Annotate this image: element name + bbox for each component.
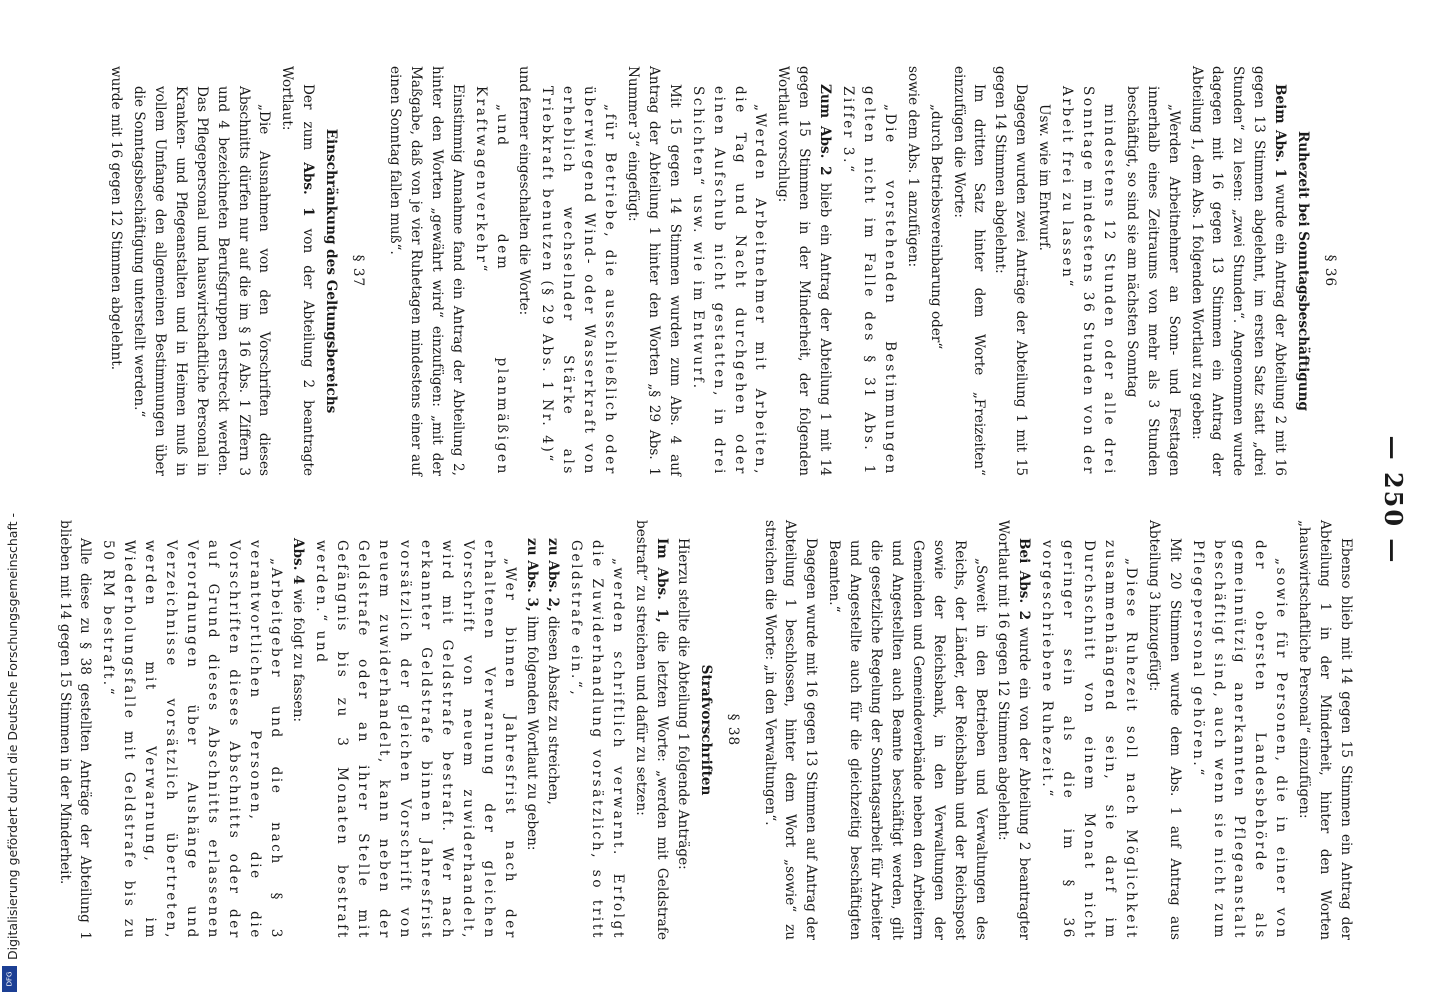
paragraph: diesen Absatz zu streichen, <box>545 616 562 805</box>
paragraph: blieb ein Antrag der Abteilung 1 mit 14 gegen 15 Stimmen in der Minderheit, der folgenden Wortlaut vorschlug: <box>775 66 834 477</box>
paragraph: die letzten Worte: „werden mit Geldstrafe bestraft“ zu streichen und dafür zu setzen: <box>633 520 670 940</box>
para-bold: Abs. 1 <box>300 162 317 217</box>
quote-spaced: „werden schriftlich verwarnt. Erfolgt die Zuwiderhandlung vorsätzlich, so tritt Geldstrafe ein.“, <box>568 540 627 940</box>
paragraph: und ferner eingeschalten die Worte: <box>516 66 533 316</box>
quote-spaced: „Arbeitgeber und die nach § 3 verantwortlichen Personen, die die Vorschriften dieses Abschnitts oder der auf Grund dieses Abschnitts erlassenen Verordnungen über Aushänge und Verzeichnisse vorsätzlich übertreten, werden mit Verwarnung, im Wiederholungsfalle mit Geldstrafe bis zu 50 RM bestraft.“ <box>100 540 284 940</box>
page-number-value: 250 <box>1379 471 1408 529</box>
quote: „Soweit in den Betrieben und Verwaltungen des Reichs, der Länder, der Reichsbahn und der Reichspost sowie der Reichsbank, in den Verwaltungen der Gemeinden und Gemeindeverbände neben den Arbeitern und Angestellten auch Beamte beschäftigt werden, gilt die gesetzliche Regelung der Sonntagsarbeit für Arbeiter und Angestellte auch für die gleichzeitig beschäftigten Beamten.“ <box>826 540 989 940</box>
paragraph: ihm folgenden Wortlaut zu geben: <box>524 616 541 851</box>
dfg-credit-text: Digitalisierung gefördert durch die Deutsche Forschungsgemeinschaft - <box>5 512 20 960</box>
para-bold: zu Abs. 2, <box>545 538 562 612</box>
dfg-credit-strip <box>0 0 28 1000</box>
para-bold: Bei Abs. 2 <box>1016 538 1033 621</box>
paragraph: Hierzu stellte die Abteilung 1 folgende Anträge: <box>674 538 691 870</box>
quote-spaced: „sowie für Personen, die in einer von der obersten Landesbehörde als gemeinnützig anerkannten Pflegeanstalt beschäftigt sind, auch wenn sie nicht zum Pflegepersonal gehören.“ <box>1189 540 1290 940</box>
paragraph: wurde mit 16 gegen 12 Stimmen abgelehnt. <box>108 66 125 371</box>
para-bold: Beim Abs. 1 <box>1272 84 1289 179</box>
page-number: — 250 — <box>1379 435 1408 565</box>
quote-spaced: „Diese Ruhezeit soll nach Möglichkeit zusammenhängend sein, sie darf im Durchschnitt von einem Monat nicht geringer sein als die im § 36 vorgeschriebene Ruhezeit.“ <box>1039 540 1139 940</box>
section-title-38: Strafvorschriften <box>697 664 714 796</box>
paragraph: sowie dem Abs. 1 anzufügen: <box>904 66 921 268</box>
quote-spaced: mindestens 12 Stunden oder alle drei Sonntage mindestens 36 Stunden von der Arbeit frei zu lassen“ <box>1059 86 1117 476</box>
paragraph: Im dritten Satz hinter dem Worte „Freizeiten“ einzufügen die Worte: <box>950 66 988 476</box>
section-heading-36: § 36 <box>1322 254 1338 288</box>
dfg-logo <box>2 966 17 992</box>
quote-spaced: „für Betriebe, die ausschließlich oder überwiegend Wind- oder Wasserkraft von erheblich wechselnder Stärke als Triebkraft benutzen (§ 29 Abs. 1 Nr. 4)“ <box>539 86 619 476</box>
quote: „durch Betriebsvereinbarung oder“ <box>927 104 944 350</box>
right-column <box>54 520 1356 940</box>
paragraph: wurde ein Antrag der Abteilung 2 mit 16 gegen 13 Stimmen abgelehnt, im ersten Satz statt „drei Stunden“ zu lesen: „zwei Stunden“. Angenommen wurde dagegen mit 16 gegen 13 Stimmen ein Antrag der Abteilung 1, dem Abs. 1 folgenden Wortlaut zu geben: <box>1188 66 1289 476</box>
para-bold: Abs. 4 <box>290 538 307 585</box>
quote: Usw. wie im Entwurf. <box>1036 104 1053 251</box>
section-title-37: Einschränkung des Geltungsbereichs <box>323 128 340 414</box>
quote-spaced: „Wer binnen Jahresfrist nach der erhaltenen Verwarnung der gleichen Vorschrift von neuem zuwiderhandelt, wird mit Geldstrafe bestraft. Wer nach erkannter Geldstrafe binnen Jahresfrist vorsätzlich der gleichen Vorschrift von neuem zuwiderhandelt, kann neben der Geldstrafe oder an ihrer Stelle mit Gefängnis bis zu 3 Monaten bestraft werden.“ und <box>313 540 518 940</box>
quote-spaced: „und dem planmäßigen Kraftwagenverkehr“ <box>472 86 510 476</box>
section-title-36: Ruhezeit bei Sonntagsbeschäftigung <box>1295 130 1312 412</box>
quote-spaced: „Werden Arbeitnehmer mit Arbeiten, die Tag und Nacht durchgehen oder einen Aufschub nicht gestatten, in drei Schichten“ usw. wie im Entwurf. <box>689 86 769 476</box>
left-column <box>105 66 1356 476</box>
paragraph: wurde ein von der Abteilung 2 beantragter Wortlaut mit 16 gegen 12 Stimmen abgelehnt: <box>995 520 1033 940</box>
quote: „Die Ausnahmen von den Vorschriften dieses Abschnitts dürfen nur auf die im § 16 Abs. 1 Ziffern 3 und 4 bezeichneten Berufsgruppen erstreckt werden. Das Pflegepersonal und hauswirtschaftliche Personal in Kranken- und Pflegeanstalten und in Heimen muß in vollem Umfange den allgemeinen Bestimmungen über die Sonntagsbeschäftigung unterstellt werden.“ <box>131 86 273 476</box>
paragraph: Der zum <box>300 84 317 151</box>
quote: „Werden Arbeitnehmer an Sonn- und Festtagen innerhalb eines Zeitraums von mehr als 3 Stunden beschäftigt, so sind sie am nächsten Sonntag <box>1123 86 1182 476</box>
para-bold: Zum Abs. 2 <box>817 84 834 176</box>
para-bold: zu Abs. 3, <box>524 538 541 612</box>
paragraph: von der Abteilung 2 beantragte Wortlaut: <box>279 66 317 476</box>
paragraph: Dagegen wurden zwei Anträge der Abteilung 1 mit 15 gegen 14 Stimmen abgelehnt: <box>992 66 1030 476</box>
paragraph: wie folgt zu fassen: <box>290 588 307 723</box>
section-heading-37: § 37 <box>350 254 367 288</box>
para-bold: Im Abs. 1, <box>653 538 670 623</box>
paragraph: Alle diese zu § 38 gestellten Anträge der Abteilung 1 blieben mit 14 gegen 15 Stimmen in der Minderheit. <box>56 520 94 940</box>
section-heading-38: § 38 <box>724 713 741 747</box>
paragraph: Dagegen wurde mit 16 gegen 13 Stimmen auf Antrag der Abteilung 1 beschlossen, hinter dem Wort „sowie“ zu streichen die Worte: „in den Verwaltungen“. <box>761 520 820 940</box>
paragraph: Mit 20 Stimmen wurde dem Abs. 1 auf Antrag aus Abteilung 3 hinzugefügt: <box>1145 520 1183 940</box>
paragraph: Einstimmig Annahme fand ein Antrag der Abteilung 2, hinter den Worten „gewährt wird“ einzufügen: „mit der Maßgabe, daß von je vier Ruhetagen mindestens einer auf einen Sonntag fallen muß“. <box>387 66 466 476</box>
paragraph: Mit 15 gegen 14 Stimmen wurden zum Abs. 4 auf Antrag der Abteilung 1 hinter den Worten „§ 29 Abs. 1 Nummer 3“ eingefügt: <box>625 66 683 476</box>
quote-spaced: „Die vorstehenden Bestimmungen gelten nicht im Falle des § 31 Abs. 1 Ziffer 3.“ <box>840 86 898 476</box>
dfg-logo-text: DFG <box>5 971 14 987</box>
paragraph: Ebenso blieb mit 14 gegen 15 Stimmen ein Antrag der Abteilung 1 in der Minderheit, hinter den Worten „hauswirtschaftliche Personal“ einzufügen: <box>1296 520 1354 940</box>
